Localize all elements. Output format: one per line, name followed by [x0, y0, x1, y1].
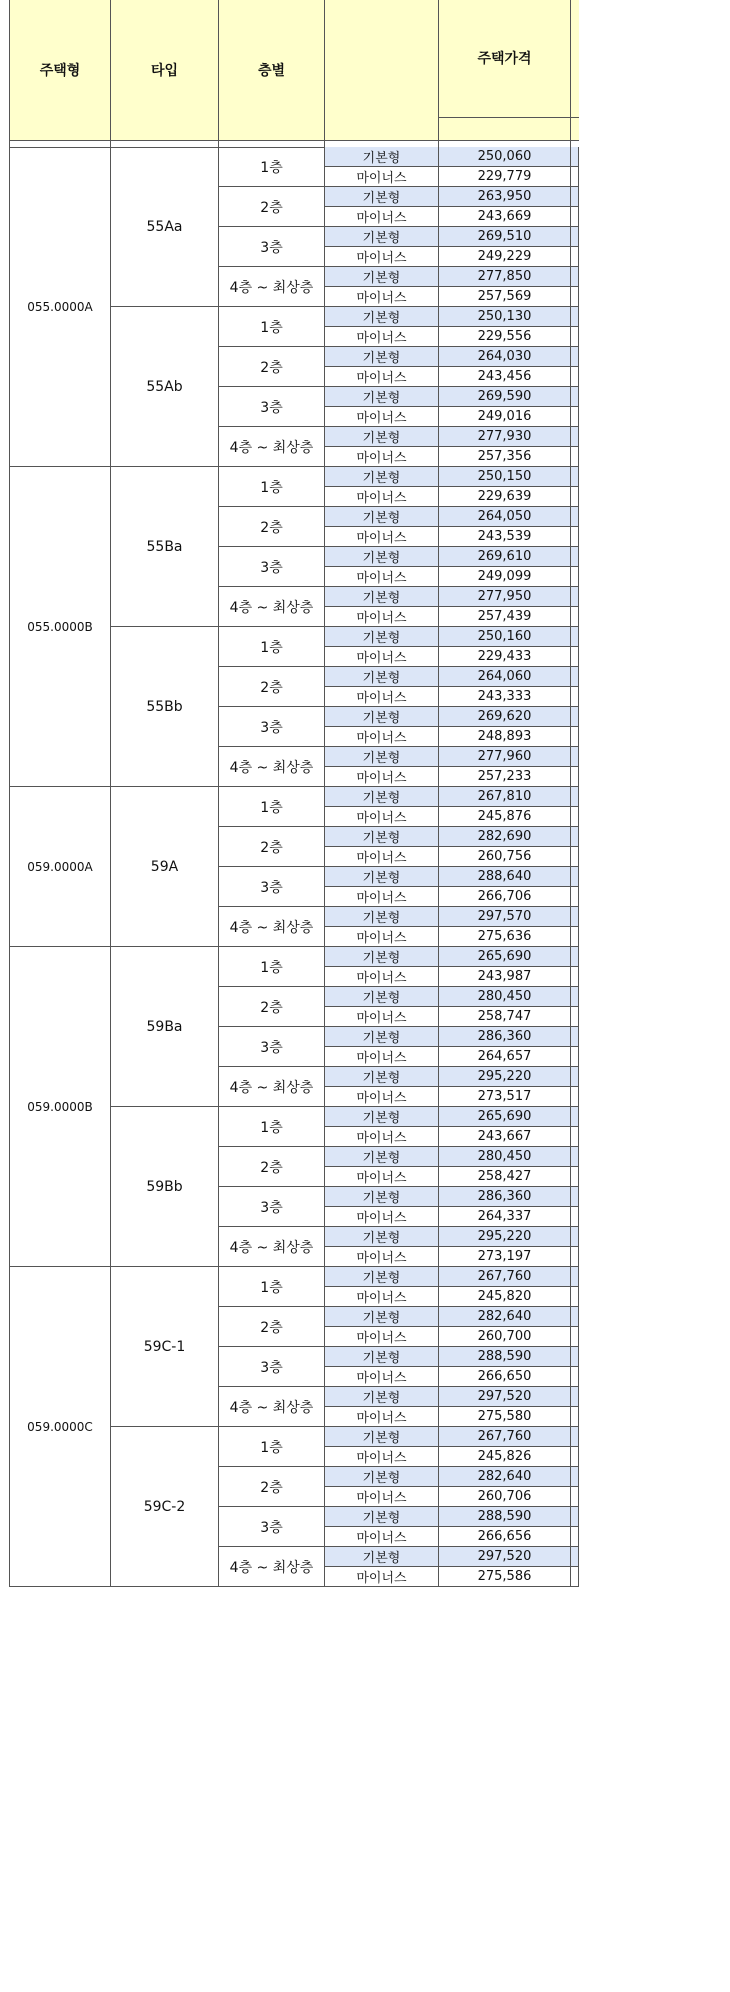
edge-cell: [571, 847, 579, 867]
edge-cell: [571, 167, 579, 187]
price-cell: 264,337: [439, 1207, 571, 1227]
edge-cell: [571, 1187, 579, 1207]
label-basic: 기본형: [325, 1107, 439, 1127]
label-minus: 마이너스: [325, 1207, 439, 1227]
house-type-cell: 059.0000A: [10, 787, 111, 947]
price-cell: 280,450: [439, 1147, 571, 1167]
edge-cell: [571, 447, 579, 467]
label-minus: 마이너스: [325, 967, 439, 987]
edge-cell: [571, 1047, 579, 1067]
floor-cell: 3층: [219, 1187, 325, 1227]
edge-cell: [571, 467, 579, 487]
price-cell: 286,360: [439, 1027, 571, 1047]
price-cell: 260,706: [439, 1487, 571, 1507]
header-price: 주택가격: [439, 0, 571, 117]
price-cell: 282,690: [439, 827, 571, 847]
label-basic: 기본형: [325, 1227, 439, 1247]
type-cell: 55Ab: [111, 307, 219, 467]
label-minus: 마이너스: [325, 847, 439, 867]
price-row-basic: [10, 467, 579, 487]
label-basic: 기본형: [325, 307, 439, 327]
price-row-basic: [10, 1267, 579, 1287]
price-cell: 229,556: [439, 327, 571, 347]
label-basic: 기본형: [325, 1147, 439, 1167]
label-basic: 기본형: [325, 1307, 439, 1327]
edge-cell: [571, 947, 579, 967]
label-minus: 마이너스: [325, 727, 439, 747]
header-price-sub: [439, 117, 571, 140]
price-cell: 250,160: [439, 627, 571, 647]
label-basic: 기본형: [325, 507, 439, 527]
price-cell: 257,569: [439, 287, 571, 307]
price-cell: 265,690: [439, 1107, 571, 1127]
house-type-cell: 059.0000C: [10, 1267, 111, 1587]
price-cell: 264,657: [439, 1047, 571, 1067]
edge-cell: [571, 1467, 579, 1487]
edge-cell: [571, 747, 579, 767]
label-minus: 마이너스: [325, 687, 439, 707]
floor-cell: 3층: [219, 387, 325, 427]
edge-cell: [571, 1327, 579, 1347]
label-basic: 기본형: [325, 667, 439, 687]
label-basic: 기본형: [325, 587, 439, 607]
label-minus: 마이너스: [325, 487, 439, 507]
edge-cell: [571, 567, 579, 587]
edge-cell: [571, 1387, 579, 1407]
price-cell: 282,640: [439, 1467, 571, 1487]
floor-cell: 3층: [219, 867, 325, 907]
price-cell: 245,820: [439, 1287, 571, 1307]
floor-cell: 3층: [219, 1347, 325, 1387]
price-cell: 248,893: [439, 727, 571, 747]
header-edge: [571, 0, 579, 117]
edge-cell: [571, 587, 579, 607]
price-cell: 275,636: [439, 927, 571, 947]
edge-cell: [571, 667, 579, 687]
label-basic: 기본형: [325, 787, 439, 807]
edge-cell: [571, 227, 579, 247]
price-cell: 243,333: [439, 687, 571, 707]
edge-cell: [571, 1027, 579, 1047]
price-cell: 277,950: [439, 587, 571, 607]
edge-cell: [571, 707, 579, 727]
edge-cell: [571, 527, 579, 547]
floor-cell: 2층: [219, 347, 325, 387]
label-basic: 기본형: [325, 1547, 439, 1567]
price-cell: 257,439: [439, 607, 571, 627]
price-cell: 269,620: [439, 707, 571, 727]
price-cell: 266,656: [439, 1527, 571, 1547]
edge-cell: [571, 907, 579, 927]
edge-cell: [571, 1507, 579, 1527]
label-minus: 마이너스: [325, 367, 439, 387]
edge-cell: [571, 927, 579, 947]
edge-cell: [571, 607, 579, 627]
edge-cell: [571, 627, 579, 647]
price-cell: 288,640: [439, 867, 571, 887]
label-minus: 마이너스: [325, 807, 439, 827]
price-cell: 269,510: [439, 227, 571, 247]
floor-cell: 3층: [219, 1027, 325, 1067]
edge-cell: [571, 427, 579, 447]
floor-cell: 2층: [219, 987, 325, 1027]
price-cell: 260,756: [439, 847, 571, 867]
price-cell: 266,650: [439, 1367, 571, 1387]
price-cell: 273,517: [439, 1087, 571, 1107]
floor-cell: 3층: [219, 547, 325, 587]
edge-cell: [571, 727, 579, 747]
header-spacer: [10, 140, 579, 147]
label-basic: 기본형: [325, 147, 439, 167]
label-minus: 마이너스: [325, 1327, 439, 1347]
floor-cell: 4층 ~ 최상층: [219, 907, 325, 947]
price-cell: 264,050: [439, 507, 571, 527]
edge-cell: [571, 1347, 579, 1367]
label-basic: 기본형: [325, 227, 439, 247]
label-minus: 마이너스: [325, 167, 439, 187]
edge-cell: [571, 1267, 579, 1287]
type-cell: 59A: [111, 787, 219, 947]
house-type-cell: 055.0000A: [10, 147, 111, 467]
type-cell: 59Bb: [111, 1107, 219, 1267]
price-cell: 245,826: [439, 1447, 571, 1467]
header-row-top: [10, 0, 579, 117]
label-basic: 기본형: [325, 867, 439, 887]
edge-cell: [571, 1067, 579, 1087]
price-cell: 243,987: [439, 967, 571, 987]
edge-cell: [571, 1247, 579, 1267]
label-minus: 마이너스: [325, 1247, 439, 1267]
edge-cell: [571, 147, 579, 167]
type-cell: 59Ba: [111, 947, 219, 1107]
price-row-basic: [10, 147, 579, 167]
label-basic: 기본형: [325, 1027, 439, 1047]
price-cell: 249,229: [439, 247, 571, 267]
price-cell: 280,450: [439, 987, 571, 1007]
price-cell: 229,639: [439, 487, 571, 507]
header-house-type: 주택형: [10, 0, 111, 140]
label-minus: 마이너스: [325, 767, 439, 787]
price-cell: 257,356: [439, 447, 571, 467]
label-basic: 기본형: [325, 1467, 439, 1487]
header-edge-sub: [571, 117, 579, 140]
edge-cell: [571, 1307, 579, 1327]
label-minus: 마이너스: [325, 567, 439, 587]
edge-cell: [571, 187, 579, 207]
price-cell: 229,433: [439, 647, 571, 667]
price-cell: 243,669: [439, 207, 571, 227]
edge-cell: [571, 1367, 579, 1387]
floor-cell: 3층: [219, 707, 325, 747]
edge-cell: [571, 347, 579, 367]
label-basic: 기본형: [325, 1187, 439, 1207]
floor-cell: 2층: [219, 1307, 325, 1347]
label-minus: 마이너스: [325, 1447, 439, 1467]
floor-cell: 2층: [219, 1467, 325, 1507]
floor-cell: 1층: [219, 307, 325, 347]
label-basic: 기본형: [325, 1507, 439, 1527]
edge-cell: [571, 767, 579, 787]
edge-cell: [571, 307, 579, 327]
price-cell: 277,930: [439, 427, 571, 447]
label-basic: 기본형: [325, 907, 439, 927]
type-cell: 55Bb: [111, 627, 219, 787]
price-cell: 267,760: [439, 1267, 571, 1287]
edge-cell: [571, 407, 579, 427]
floor-cell: 1층: [219, 1427, 325, 1467]
price-cell: 269,590: [439, 387, 571, 407]
type-cell: 59C-2: [111, 1427, 219, 1587]
price-cell: 286,360: [439, 1187, 571, 1207]
label-minus: 마이너스: [325, 247, 439, 267]
edge-cell: [571, 887, 579, 907]
label-basic: 기본형: [325, 187, 439, 207]
label-basic: 기본형: [325, 1347, 439, 1367]
label-minus: 마이너스: [325, 1127, 439, 1147]
price-cell: 258,427: [439, 1167, 571, 1187]
price-cell: 297,570: [439, 907, 571, 927]
price-cell: 260,700: [439, 1327, 571, 1347]
label-minus: 마이너스: [325, 927, 439, 947]
edge-cell: [571, 367, 579, 387]
floor-cell: 4층 ~ 최상층: [219, 1067, 325, 1107]
edge-cell: [571, 787, 579, 807]
price-cell: 295,220: [439, 1227, 571, 1247]
edge-cell: [571, 507, 579, 527]
label-basic: 기본형: [325, 267, 439, 287]
price-cell: 264,060: [439, 667, 571, 687]
price-cell: 250,130: [439, 307, 571, 327]
edge-cell: [571, 1447, 579, 1467]
edge-cell: [571, 1147, 579, 1167]
label-basic: 기본형: [325, 947, 439, 967]
edge-cell: [571, 287, 579, 307]
edge-cell: [571, 967, 579, 987]
price-cell: 245,876: [439, 807, 571, 827]
label-minus: 마이너스: [325, 1367, 439, 1387]
label-minus: 마이너스: [325, 1487, 439, 1507]
floor-cell: 1층: [219, 627, 325, 667]
label-basic: 기본형: [325, 627, 439, 647]
price-cell: 265,690: [439, 947, 571, 967]
label-basic: 기본형: [325, 987, 439, 1007]
label-basic: 기본형: [325, 1267, 439, 1287]
price-cell: 250,060: [439, 147, 571, 167]
floor-cell: 4층 ~ 최상층: [219, 747, 325, 787]
type-cell: 59C-1: [111, 1267, 219, 1427]
floor-cell: 1층: [219, 787, 325, 827]
floor-cell: 4층 ~ 최상층: [219, 587, 325, 627]
edge-cell: [571, 647, 579, 667]
label-minus: 마이너스: [325, 287, 439, 307]
label-basic: 기본형: [325, 827, 439, 847]
price-cell: 264,030: [439, 347, 571, 367]
edge-cell: [571, 1527, 579, 1547]
price-cell: 288,590: [439, 1507, 571, 1527]
edge-cell: [571, 267, 579, 287]
price-cell: 275,580: [439, 1407, 571, 1427]
floor-cell: 2층: [219, 187, 325, 227]
price-cell: 243,539: [439, 527, 571, 547]
label-minus: 마이너스: [325, 607, 439, 627]
price-cell: 277,960: [439, 747, 571, 767]
label-minus: 마이너스: [325, 1047, 439, 1067]
header-floor: 층별: [219, 0, 325, 140]
label-minus: 마이너스: [325, 887, 439, 907]
edge-cell: [571, 1087, 579, 1107]
house-type-cell: 059.0000B: [10, 947, 111, 1267]
floor-cell: 1층: [219, 147, 325, 187]
edge-cell: [571, 1547, 579, 1567]
price-cell: 258,747: [439, 1007, 571, 1027]
edge-cell: [571, 207, 579, 227]
house-type-cell: 055.0000B: [10, 467, 111, 787]
label-minus: 마이너스: [325, 447, 439, 467]
floor-cell: 1층: [219, 1267, 325, 1307]
label-basic: 기본형: [325, 427, 439, 447]
price-cell: 250,150: [439, 467, 571, 487]
edge-cell: [571, 867, 579, 887]
label-basic: 기본형: [325, 387, 439, 407]
edge-cell: [571, 687, 579, 707]
floor-cell: 1층: [219, 947, 325, 987]
label-basic: 기본형: [325, 467, 439, 487]
edge-cell: [571, 827, 579, 847]
price-cell: 263,950: [439, 187, 571, 207]
edge-cell: [571, 487, 579, 507]
label-minus: 마이너스: [325, 527, 439, 547]
floor-cell: 3층: [219, 1507, 325, 1547]
floor-cell: 4층 ~ 최상층: [219, 1547, 325, 1587]
label-minus: 마이너스: [325, 1527, 439, 1547]
price-cell: 277,850: [439, 267, 571, 287]
floor-cell: 1층: [219, 1107, 325, 1147]
floor-cell: 2층: [219, 507, 325, 547]
edge-cell: [571, 327, 579, 347]
label-minus: 마이너스: [325, 647, 439, 667]
label-basic: 기본형: [325, 1067, 439, 1087]
label-minus: 마이너스: [325, 1167, 439, 1187]
label-minus: 마이너스: [325, 207, 439, 227]
label-minus: 마이너스: [325, 1087, 439, 1107]
floor-cell: 3층: [219, 227, 325, 267]
price-cell: 288,590: [439, 1347, 571, 1367]
price-cell: 243,667: [439, 1127, 571, 1147]
label-minus: 마이너스: [325, 1007, 439, 1027]
edge-cell: [571, 387, 579, 407]
label-minus: 마이너스: [325, 1407, 439, 1427]
price-cell: 267,810: [439, 787, 571, 807]
edge-cell: [571, 1167, 579, 1187]
price-cell: 257,233: [439, 767, 571, 787]
edge-cell: [571, 247, 579, 267]
floor-cell: 2층: [219, 667, 325, 707]
label-basic: 기본형: [325, 1427, 439, 1447]
price-cell: 297,520: [439, 1387, 571, 1407]
price-cell: 249,099: [439, 567, 571, 587]
floor-cell: 2층: [219, 1147, 325, 1187]
price-cell: 297,520: [439, 1547, 571, 1567]
edge-cell: [571, 1567, 579, 1587]
label-basic: 기본형: [325, 1387, 439, 1407]
label-minus: 마이너스: [325, 1287, 439, 1307]
price-cell: 282,640: [439, 1307, 571, 1327]
edge-cell: [571, 987, 579, 1007]
price-cell: 295,220: [439, 1067, 571, 1087]
edge-cell: [571, 1107, 579, 1127]
edge-cell: [571, 1487, 579, 1507]
price-row-basic: [10, 947, 579, 967]
price-cell: 266,706: [439, 887, 571, 907]
edge-cell: [571, 1207, 579, 1227]
price-cell: 229,779: [439, 167, 571, 187]
label-basic: 기본형: [325, 747, 439, 767]
price-cell: 273,197: [439, 1247, 571, 1267]
label-minus: 마이너스: [325, 1567, 439, 1587]
edge-cell: [571, 1227, 579, 1247]
header-type: 타입: [111, 0, 219, 140]
edge-cell: [571, 1287, 579, 1307]
label-basic: 기본형: [325, 547, 439, 567]
floor-cell: 4층 ~ 최상층: [219, 1227, 325, 1267]
price-cell: 243,456: [439, 367, 571, 387]
edge-cell: [571, 1007, 579, 1027]
type-cell: 55Ba: [111, 467, 219, 627]
edge-cell: [571, 1127, 579, 1147]
price-cell: 249,016: [439, 407, 571, 427]
price-row-basic: [10, 787, 579, 807]
header-blank: [325, 0, 439, 140]
label-minus: 마이너스: [325, 407, 439, 427]
label-basic: 기본형: [325, 347, 439, 367]
price-cell: 275,586: [439, 1567, 571, 1587]
label-basic: 기본형: [325, 707, 439, 727]
label-minus: 마이너스: [325, 327, 439, 347]
floor-cell: 1층: [219, 467, 325, 507]
floor-cell: 2층: [219, 827, 325, 867]
price-cell: 267,760: [439, 1427, 571, 1447]
floor-cell: 4층 ~ 최상층: [219, 1387, 325, 1427]
price-table: [9, 0, 579, 1587]
edge-cell: [571, 807, 579, 827]
type-cell: 55Aa: [111, 147, 219, 307]
price-cell: 269,610: [439, 547, 571, 567]
floor-cell: 4층 ~ 최상층: [219, 267, 325, 307]
edge-cell: [571, 1407, 579, 1427]
floor-cell: 4층 ~ 최상층: [219, 427, 325, 467]
edge-cell: [571, 1427, 579, 1447]
edge-cell: [571, 547, 579, 567]
